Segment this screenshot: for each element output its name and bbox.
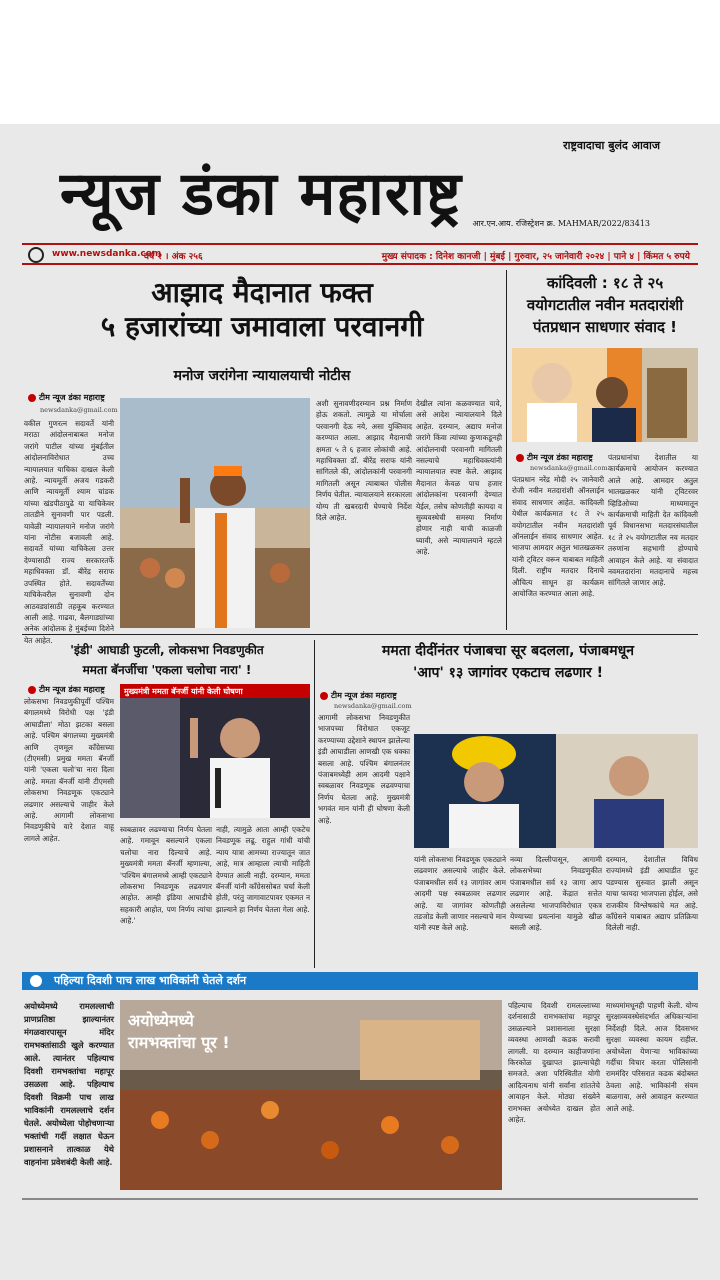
punjab-byline (320, 690, 397, 701)
punjab-headline (318, 640, 698, 684)
kandivali-headline (510, 272, 700, 338)
lead-col1: वकील गुणरत्न सदावर्ते यांनी मराठा आंदोलनाबाबत मनोज जरांगे पाटील यांच्या मुंबईतील आंदोलनाविरोधात उच्च न्यायालयात याचिका दाखल केली आहे. न्यायमूर्ती अजय गडकरी आणि न्यायमूर्ती श्याम चांडक यांच्या खंडपीठापुढे या याचिकेवर तातडीने सुनावणी पार पडली. यावेळी न्यायालयाने मनोज जरांगे यांना नोटीस बजावली आहे. सदावर्ते यांच्या याचिकेला उत्तर देण्यासाठी राज्य सरकारतर्फे महाधिवक्ता डॉ. बीरेंद्र सराफ उपस्थित होते. सदावर्तेंच्या याचिकेवरील सुनावणी दोन आठवड्यांसाठी तहकूब करण्यात आली आहे. गाढवा, बैलगाड्यांच्या अनेक आंदोलक हे मुंबईच्या दिशेने येत आहेत. (24, 419, 114, 645)
info-strip (22, 243, 698, 265)
punjab-byline-text: टीम न्यूज डंका महाराष्ट्र (331, 691, 397, 700)
lead-subhead: मनोज जरांगेना न्यायालयाची नोटीस (173, 368, 351, 384)
kandivali-col2: पंतप्रधानांचा देशातील या कार्यक्रमाचे आयोजन करण्यात आले आहे. आमदार अतुल भातखळकर यांनी ट्विटरवर व्हिडिओच्या माध्यमातून कार्यक्रमाची माहिती देत कांदिवली पूर्व विधानसभा मतदारसंघातील १८ ते २५ वयोगटातील नव मतदार तरुणांना सहभागी होण्याचे आवाहन केले आहे. या संवादात नवमतदारांना मतदानाचे महत्त्व सांगितले जाणार आहे. (608, 453, 698, 588)
punjab-headline-line1: ममता दीदींनंतर पंजाबचा सूर बदलला, पंजाबमधून (381, 643, 635, 659)
team-logo-icon (320, 692, 328, 700)
column-divider (314, 640, 315, 968)
ayodhya-photo-title (128, 1010, 278, 1054)
ayodhya-lead-text: अयोध्येमध्ये रामलल्लाची प्राणप्रतिष्ठा झाल्यानंतर मंगळवारपासून मंदिर रामभक्तांसाठी खुले करण्यात आले. त्यानंतर पहिल्याच दिवशी रामभक्तांचा महापूर उसळला आहे. पहिल्याच दिवशी विक्रमी पाच लाख भाविकांनी रामलल्लाचे दर्शन घेतले. अयोध्येला पोहोचणाऱ्या भक्तांची गर्दी लक्षात घेऊन प्रशासनाने तात्काळ येथे वाहनांना प्रवेशबंदी केली आहे. (24, 1001, 114, 1167)
india-byline (28, 684, 105, 695)
punjab-col3: नव्या दिल्लीपासून, आगामी लोकसभेच्या निवडणुकीत पंजाबमधील सर्व १३ जागा आप लढणार आहे. केंद्रात सत्तेत असलेल्या भाजपाविरोधात एकत्र येण्याच्या प्रयत्नांना यामुळे खीळ बसली आहे. (510, 855, 602, 933)
punjab-email: newsdanka@gmail.com (334, 702, 412, 710)
band-label: पहिल्या दिवशी पाच लाख भाविकांनी घेतले दर्शन (54, 974, 247, 987)
india-headline-line1: 'इंडी' आघाडी फुटली, लोकसभा निवडणुकीत (70, 643, 264, 657)
ayodhya-col3: माध्यमांमधूनही पाहणी केली. योग्य सुरक्षाव्यवस्थेसंदर्भात अधिकाऱ्यांना निर्देशही दिले. आज दिवसभर सुरक्षा व्यवस्था कायम राहील. अयोध्येला येणाऱ्या भाविकांच्या गर्दीचा विचार करता पोलिसांनी राममंदिर परिसरात कडक बंदोबस्त ठेवला आहे. भाविकांनी संयम बाळगावा, असे आवाहन करण्यात आले आहे. (606, 1001, 698, 1113)
mamata-photo-caption: मुख्यमंत्री ममता बॅनर्जी यांनी केली घोषणा (120, 684, 310, 699)
chevron-icon (30, 975, 42, 987)
kandivali-headline-line1: कांदिवली : १८ ते २५ (546, 274, 664, 292)
globe-icon (28, 247, 44, 263)
section-divider (22, 634, 698, 635)
edition-meta: मुख्य संपादक : दिनेश कानजी | मुंबई | गुरुवार, २५ जानेवारी २०२४ | पाने ४ | किंमत ५ रुपये (381, 252, 690, 262)
lead-byline-text: टीम न्यूज डंका महाराष्ट्र (39, 393, 105, 402)
punjab-col4: दरम्यान, देशातील विविध राज्यांमध्ये इंडी आघाडीत फूट पडण्यास सुरुवात झाली असून याचा फायदा भाजपाला होईल, असे राजकीय विश्लेषकांचे मत आहे. काँग्रेसने याबाबत अद्याप प्रतिक्रिया दिलेली नाही. (606, 855, 698, 933)
kandivali-headline-line2: वयोगटातील नवीन मतदारांशी (526, 296, 684, 314)
ayodhya-photo-title-line2: रामभक्तांचा पूर ! (128, 1033, 230, 1052)
kandivali-byline (516, 452, 593, 463)
punjab-headline-line2: 'आप' १३ जागांवर एकटाच लढणार ! (412, 665, 604, 681)
india-headline (24, 640, 310, 680)
india-col3: नाही, त्यामुळे आता आम्ही एकटेच निवडणूक लढू. राहुल गांधी यांची न्याय यात्रा आमच्या राज्यातून जात आहे, मात्र आम्हाला त्याची माहिती देण्यात आली नाही. दरम्यान, ममता बॅनर्जी यांनी काँग्रेससोबत चर्चा केली होती, परंतु जागावाटपावर एकमत न झाल्याने हा निर्णय घेतला गेला आहे. (216, 825, 310, 914)
jarange-photo (120, 398, 310, 628)
newspaper-title: न्यूज डंका महाराष्ट्र (60, 159, 462, 229)
india-col2: स्वबळावर लढण्याचा निर्णय घेतला आहे. गमावून बसल्याने एकला चलोचा नारा दिल्याचे आहे. मुख्यमंत्री ममता बॅनर्जी म्हणाल्या, 'पश्चिम बंगालमध्ये आम्ही एकट्याने लोकसभा निवडणूक लढवणार आहोत. आम्ही इंडिया आघाडीचे सहकारी आहोत, पण निर्णय त्यांचा आहे.' (120, 825, 212, 926)
registration-number: आर.एन.आय. रजिस्ट्रेशन क्र. MAHMAR/2022/83413 (472, 219, 650, 228)
team-logo-icon (28, 394, 36, 402)
lead-email: newsdanka@gmail.com (40, 406, 118, 414)
ayodhya-section-band (22, 972, 698, 990)
lead-headline (24, 276, 500, 344)
ayodhya-col2: पहिल्याच दिवशी रामलल्लाच्या दर्शनासाठी रामभक्तांचा महापूर उसळल्याने प्रशासनाला सुरक्षा व्यवस्था आणखी कडक करावी लागली. या दरम्यान काहीजणांना किरकोळ दुखापत झाल्याचेही समजते. अशा परिस्थितीत योगी आदित्यनाथ यांनी सर्वांना शांततेचे आवाहन केले. मोठ्या संख्येने रामभक्त अयोध्येत दाखल होत आहेत. (508, 1001, 600, 1125)
volume-issue: वर्ष २ । अंक २५६ (144, 252, 203, 262)
lead-col3: देखील त्यांना कळवण्यात यावे, असे आदेश न्यायालयाने दिले आहेत. दरम्यान, अद्याप मनोज जरांगे किंवा त्यांच्या कुणाकडूनही आंदोलनाची परवानगी मागितली नसल्याचे महाधिवक्त्यांनी न्यायालयात स्पष्ट केले. आझाद मैदानात केवळ पाच हजार आंदोलकांना परवानगी देण्यात येईल, तसेच कोणतीही कायदा व सुव्यवस्थेची समस्या निर्माण होणार नाही याची काळजी घ्यावी, असे न्यायालयाने म्हटले आहे. (416, 399, 502, 557)
team-logo-icon (516, 454, 524, 462)
lead-col2: अशी सुनावणीदरम्यान प्रश्न निर्माण होऊ शकतो. त्यामुळे या मोर्चाला परवानगी देऊ नये, असा युक्तिवाद करण्यात आला. आझाद मैदानाची क्षमता ५ ते ६ हजार लोकांची आहे. महाधिवक्ता डॉ. बीरेंद्र सराफ यांनी सांगितले की, आंदोलकांनी परवानगी मागितली असून त्याबाबत पोलीस निर्णय घेतील. न्यायालयाने सरकारला योग्य ती खबरदारी घेण्याचे निर्देश दिले आहेत. (316, 399, 412, 523)
india-col1: लोकसभा निवडणुकीपूर्वी पश्चिम बंगालमध्ये विरोधी पक्ष 'इंडी आघाडीला' मोठा झटका बसला आहे. पश्चिम बंगालच्या मुख्यमंत्री आणि तृणमूल काँग्रेसच्या (टीएमसी) प्रमुख ममता बॅनर्जी यांनी 'एकला चलो'चा नारा दिला आहे. ममता बॅनर्जी यांनी टीएमसी लोकसभा निवडणूक एकट्याने लढणार असल्याचे जाहीर केले आहे. आगामी लोकसभा निवडणुकीचे वारे देशात वाहू लागले आहेत. (24, 697, 114, 843)
masthead (0, 0, 720, 124)
india-byline-text: टीम न्यूज डंका महाराष्ट्र (39, 685, 105, 694)
mamata-photo (120, 698, 310, 818)
column-divider (506, 270, 507, 630)
team-logo-icon (28, 686, 36, 694)
kandivali-email: newsdanka@gmail.com (530, 464, 608, 472)
punjab-col2: यांनी लोकसभा निवडणूक एकट्याने लढवणार असल्याचे जाहीर केले. पंजाबमधील सर्व १३ जागांवर आम आदमी पक्ष स्वबळावर लढणार आहे. या जागांवर कोणतीही तडजोड केली जाणार नसल्याचे मान यांनी स्पष्ट केले आहे. (414, 855, 506, 933)
lead-byline (28, 392, 105, 403)
punjab-col1: आगामी लोकसभा निवडणुकीत भाजपच्या विरोधात एकजूट करण्याच्या उद्देशाने स्थापन झालेल्या इंडी आघाडीला आणखी एक धक्का बसला आहे. पश्चिम बंगालनंतर पंजाबमध्येही आम आदमी पक्षाने स्वबळावर निवडणूक लढवण्याचा निर्णय घेतला आहे. मुख्यमंत्री भगवंत मान यांनी ही घोषणा केली आहे. (318, 713, 410, 825)
footer-rule (22, 1198, 698, 1200)
lead-headline-line2: ५ हजारांच्या जमावाला परवानगी (100, 310, 424, 343)
india-headline-line2: ममता बॅनर्जीचा 'एकला चलोचा नारा' ! (82, 663, 252, 677)
tagline: राष्ट्रवादाचा बुलंद आवाज (563, 139, 660, 152)
website-link[interactable]: www.newsdanka.com (52, 249, 162, 259)
kandivali-byline-text: टीम न्यूज डंका महाराष्ट्र (527, 453, 593, 462)
modi-photo (512, 348, 698, 442)
lead-headline-line1: आझाद मैदानात फक्त (151, 276, 373, 309)
punjab-leaders-photo (414, 734, 698, 848)
kandivali-headline-line3: पंतप्रधान साधणार संवाद ! (533, 318, 677, 336)
kandivali-col1: पंतप्रधान नरेंद्र मोदी २५ जानेवारी रोजी नवीन मतदारांशी ऑनलाईन संवाद साधणार आहेत. कांदिवली येथील कार्यक्रमात १८ ते २५ वयोगटातील नवीन मतदारांशी ऑनलाईन संवाद साधणार आहेत. भाजपा आमदार अतुल भातखळकर यांनी ट्विटर वरून याबाबत माहिती दिली. राष्ट्रीय मतदार दिनाचे औचित्य साधून हा कार्यक्रम आयोजित करण्यात आला आहे. (512, 475, 604, 599)
ayodhya-photo-title-line1: अयोध्येमध्ये (128, 1011, 194, 1030)
